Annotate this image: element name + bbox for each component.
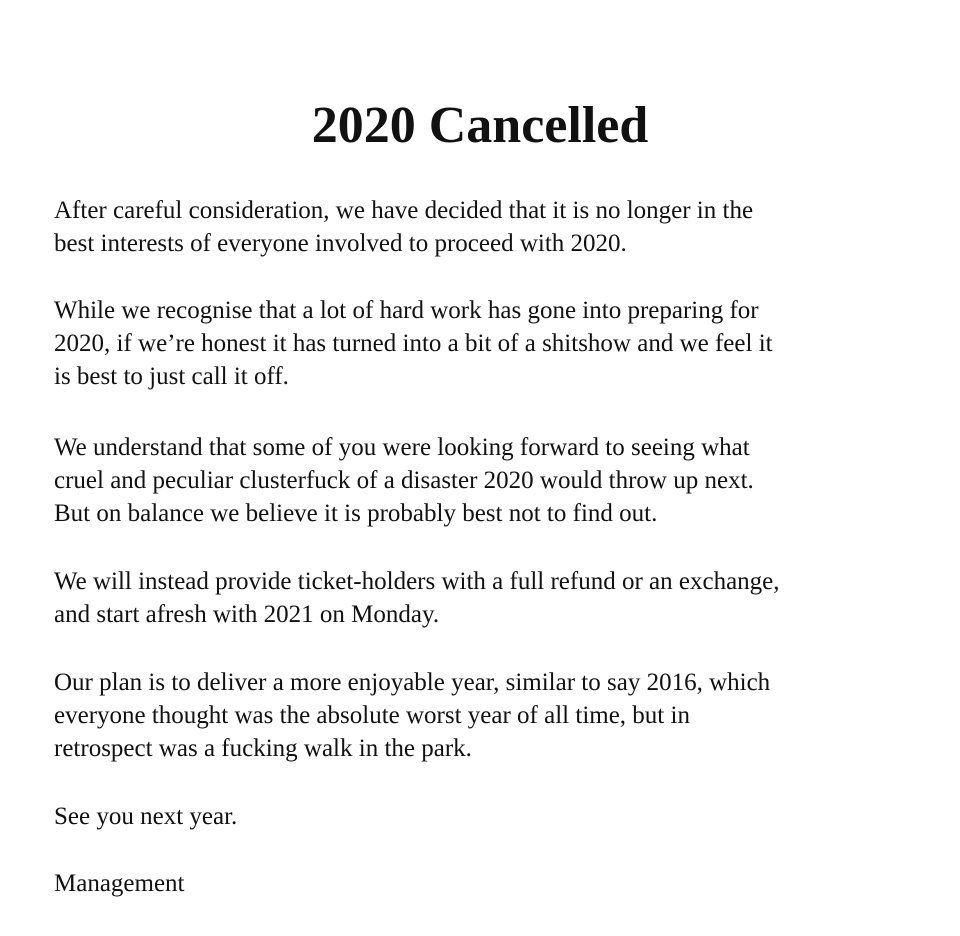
signature [54, 867, 914, 900]
closing-line [54, 800, 914, 833]
paragraph-line: 2020, if we’re honest it has turned into a bit of a shitshow and we feel it [54, 330, 773, 357]
signature-text: Management [54, 870, 185, 897]
paragraph-4 [54, 565, 914, 631]
paragraph-line: and start afresh with 2021 on Monday. [54, 601, 440, 628]
paragraph-line: While we recognise that a lot of hard work has gone into preparing for [54, 297, 759, 324]
paragraph-line: See you next year. [54, 803, 238, 830]
paragraph-2 [54, 294, 914, 393]
paragraph-3 [54, 431, 914, 530]
paragraph-line: is best to just call it off. [54, 363, 289, 390]
document-title: 2020 Cancelled [311, 97, 649, 154]
paragraph-line: best interests of everyone involved to proceed with 2020. [54, 230, 627, 257]
paragraph-line: We understand that some of you were looking forward to seeing what [54, 434, 750, 461]
paragraph-line: Our plan is to deliver a more enjoyable year, similar to say 2016, which [54, 669, 771, 696]
paragraph-line: everyone thought was the absolute worst year of all time, but in [54, 702, 690, 729]
paragraph-5 [54, 666, 914, 765]
paragraph-line: cruel and peculiar clusterfuck of a disaster 2020 would throw up next. [54, 467, 754, 494]
paragraph-line: But on balance we believe it is probably best not to find out. [54, 500, 658, 527]
paragraph-line: retrospect was a fucking walk in the park. [54, 735, 472, 762]
paragraph-line: After careful consideration, we have decided that it is no longer in the [54, 197, 754, 224]
paragraph-1 [54, 194, 914, 260]
paragraph-line: We will instead provide ticket-holders with a full refund or an exchange, [54, 568, 780, 595]
